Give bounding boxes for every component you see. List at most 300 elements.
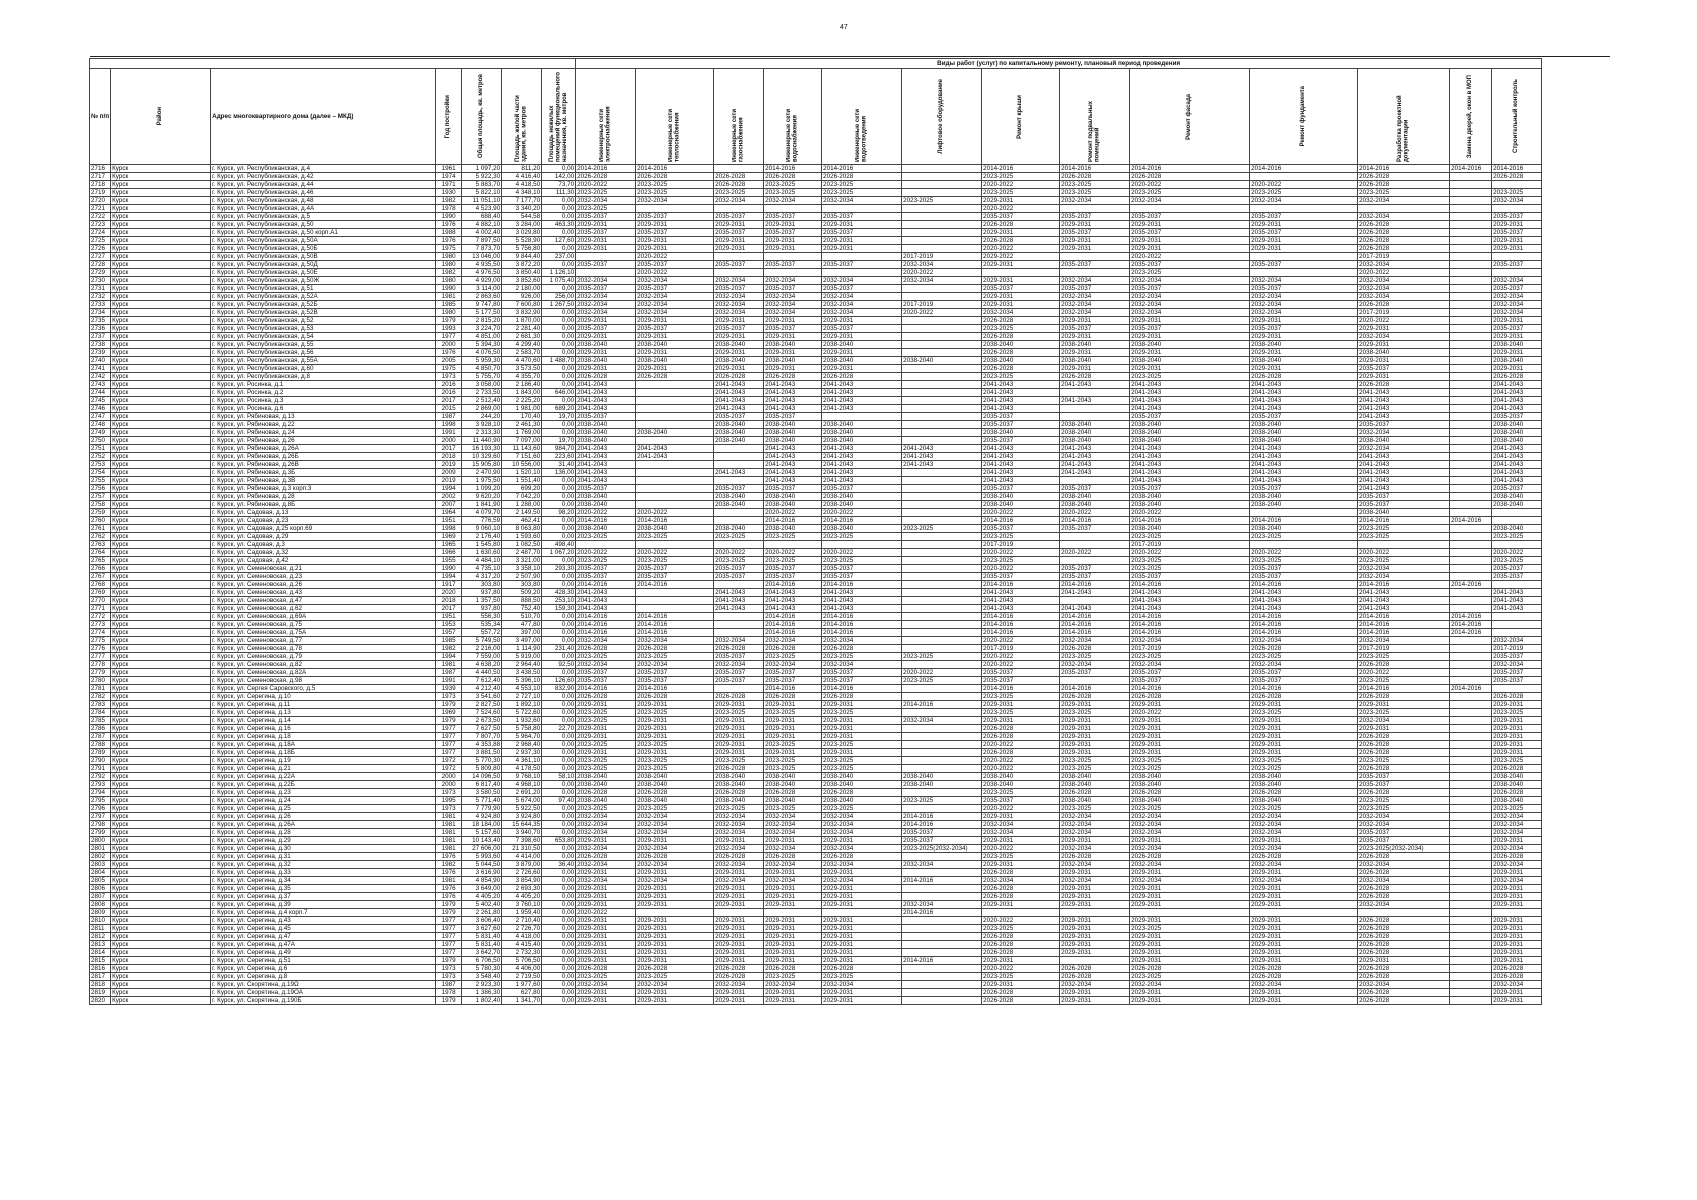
table-cell: 2014-2016 [576, 581, 636, 589]
table-cell [636, 381, 714, 389]
table-cell: 1995 [436, 797, 462, 805]
table-cell: г. Курск, ул. Серегина, д.35 [211, 885, 436, 893]
table-cell: 2032-2034 [822, 829, 902, 837]
table-cell: 2023-2025 [1130, 269, 1250, 277]
table-cell: 2032-2034 [902, 261, 982, 269]
table-cell: 2035-2037 [1250, 485, 1358, 493]
table-cell: 2041-2043 [822, 597, 902, 605]
table-cell: 2026-2028 [982, 333, 1060, 341]
table-cell: 21 310,50 [502, 845, 542, 853]
table-cell: 4 079,70 [462, 509, 502, 517]
table-cell: 2014-2016 [982, 581, 1060, 589]
table-cell [902, 573, 982, 581]
table-cell: 2026-2028 [1358, 221, 1450, 229]
table-cell: 0,00 [542, 933, 576, 941]
table-cell: 2026-2028 [576, 173, 636, 181]
table-cell: 2026-2028 [636, 789, 714, 797]
table-cell [1060, 413, 1130, 421]
table-cell: 2041-2043 [714, 605, 764, 613]
table-cell: 2038-2040 [982, 493, 1060, 501]
table-cell: 2014-2016 [1358, 165, 1450, 173]
table-cell: 2760 [90, 517, 111, 525]
table-cell: 2029-2031 [1250, 933, 1358, 941]
table-cell: 2029-2031 [636, 869, 714, 877]
table-cell [902, 589, 982, 597]
table-cell: 2038-2040 [822, 773, 902, 781]
column-header: Общая площадь, кв. метров [462, 69, 502, 165]
table-cell: 2041-2043 [764, 589, 822, 597]
table-cell: 2 937,30 [502, 749, 542, 757]
table-cell: Курск [111, 773, 211, 781]
table-cell: 1976 [436, 853, 462, 861]
table-row [90, 389, 1542, 397]
table-cell: 2029-2031 [576, 245, 636, 253]
table-cell: 2038-2040 [636, 429, 714, 437]
table-cell: 2029-2031 [1250, 893, 1358, 901]
table-cell: 2791 [90, 765, 111, 773]
table-cell: г. Курск, ул. Садовая, д.32 [211, 549, 436, 557]
table-cell: 2017-2019 [1130, 645, 1250, 653]
table-cell: 2041-2043 [982, 405, 1060, 413]
table-cell: Курск [111, 845, 211, 853]
table-cell [902, 757, 982, 765]
table-cell: 2029-2031 [822, 901, 902, 909]
table-cell [714, 621, 764, 629]
table-cell: 1979 [436, 997, 462, 1005]
table-cell: 2029-2031 [764, 837, 822, 845]
table-row [90, 245, 1542, 253]
table-cell: 2035-2037 [1492, 677, 1542, 685]
table-cell: 2023-2025 [636, 533, 714, 541]
table-cell: 1973 [436, 373, 462, 381]
table-cell: 2785 [90, 717, 111, 725]
table-cell: 1994 [436, 653, 462, 661]
table-cell: 0,00 [542, 909, 576, 917]
table-cell: 2038-2040 [1060, 773, 1130, 781]
table-cell: 1980 [436, 261, 462, 269]
table-row [90, 709, 1542, 717]
table-cell: 2026-2028 [764, 173, 822, 181]
table-cell: Курск [111, 245, 211, 253]
table-row [90, 509, 1542, 517]
table-cell: 2038-2040 [902, 781, 982, 789]
table-cell: 2038-2040 [1492, 525, 1542, 533]
table-cell: г. Курск, ул. Серегина, д.51 [211, 957, 436, 965]
table-cell: Курск [111, 621, 211, 629]
table-cell: 2032-2034 [764, 877, 822, 885]
table-cell: 2026-2028 [1250, 645, 1358, 653]
table-cell: 2725 [90, 237, 111, 245]
table-cell: Курск [111, 789, 211, 797]
table-cell: 2038-2040 [714, 341, 764, 349]
table-cell: 2041-2043 [1250, 389, 1358, 397]
table-cell: 2032-2034 [1060, 661, 1130, 669]
table-cell: 2029-2031 [1492, 725, 1542, 733]
table-cell: 2032-2034 [1358, 901, 1450, 909]
table-cell: г. Курск, ул. Рябиновая, д.22 [211, 421, 436, 429]
table-cell: 2020-2022 [636, 269, 714, 277]
table-cell: 2032-2034 [1130, 661, 1250, 669]
table-cell: 0,00 [542, 709, 576, 717]
table-cell: Курск [111, 853, 211, 861]
table-cell [636, 605, 714, 613]
table-cell: 2023-2025 [982, 189, 1060, 197]
table-cell: 2029-2031 [764, 245, 822, 253]
table-cell: 2032-2034 [576, 301, 636, 309]
table-cell: Курск [111, 725, 211, 733]
table-cell: 2029-2031 [714, 701, 764, 709]
table-cell: 3 058,00 [462, 381, 502, 389]
table-cell: Курск [111, 469, 211, 477]
table-cell: 2026-2028 [1358, 973, 1450, 981]
table-cell: 2029-2031 [1130, 957, 1250, 965]
table-cell: 2032-2034 [822, 877, 902, 885]
table-cell: 2041-2043 [714, 469, 764, 477]
table-cell: 1 386,30 [462, 989, 502, 997]
table-cell: 2038-2040 [576, 341, 636, 349]
table-cell [1450, 933, 1492, 941]
table-cell: 2 583,70 [502, 349, 542, 357]
table-cell: 3 114,00 [462, 285, 502, 293]
table-cell: 2041-2043 [1130, 381, 1250, 389]
table-cell: Курск [111, 885, 211, 893]
table-cell: 2041-2043 [1358, 469, 1450, 477]
table-cell: г. Курск, ул. Серегина, д.19 [211, 757, 436, 765]
table-cell: 2720 [90, 197, 111, 205]
table-cell [1450, 589, 1492, 597]
table-cell: 2032-2034 [1358, 637, 1450, 645]
table-cell: г. Курск, ул. Республиканская, д.52А [211, 293, 436, 301]
table-cell: 2029-2031 [822, 989, 902, 997]
table-cell: 0,00 [542, 621, 576, 629]
table-cell [1450, 285, 1492, 293]
header-row [90, 69, 1542, 165]
table-cell: 2026-2028 [982, 237, 1060, 245]
table-cell: 2035-2037 [764, 565, 822, 573]
table-cell: 2740 [90, 357, 111, 365]
table-cell: г. Курск, ул. Серегина, д.28 [211, 829, 436, 837]
table-cell: 2041-2043 [822, 453, 902, 461]
table-cell: 2023-2025 [764, 189, 822, 197]
table-cell: 2020-2022 [982, 549, 1060, 557]
table-cell: 2038-2040 [1130, 429, 1250, 437]
table-cell: 2020-2022 [636, 509, 714, 517]
table-cell: 3 321,00 [502, 557, 542, 565]
table-cell: 9 844,40 [502, 253, 542, 261]
table-cell: 36,40 [542, 861, 576, 869]
table-cell: Курск [111, 941, 211, 949]
column-header: Инженерные сети газоснабжения [714, 69, 764, 165]
table-cell: 1 892,10 [502, 701, 542, 709]
table-cell: 2032-2034 [636, 829, 714, 837]
table-cell: Курск [111, 501, 211, 509]
table-cell: 2029-2031 [822, 957, 902, 965]
table-cell: 2819 [90, 989, 111, 997]
table-cell: 2029-2031 [1492, 837, 1542, 845]
table-cell: 2032-2034 [1250, 661, 1358, 669]
table-cell: 2038-2040 [576, 773, 636, 781]
table-cell: Курск [111, 509, 211, 517]
table-cell: 0,00 [542, 517, 576, 525]
table-cell: 2038-2040 [1250, 429, 1358, 437]
table-row [90, 621, 1542, 629]
table-cell: 2032-2034 [1358, 197, 1450, 205]
table-cell: 2038-2040 [636, 525, 714, 533]
table-cell: 1966 [436, 549, 462, 557]
table-cell: г. Курск, ул. Серегина, д.34 [211, 877, 436, 885]
table-cell: 4 405,20 [462, 893, 502, 901]
table-cell: 2029-2031 [576, 869, 636, 877]
table-cell: 0,00 [542, 701, 576, 709]
table-cell: 2786 [90, 725, 111, 733]
table-cell: г. Курск, ул. Семеновская, д.26 [211, 581, 436, 589]
table-cell: 544,58 [502, 213, 542, 221]
table-cell: 0,00 [542, 949, 576, 957]
table-cell: 2032-2034 [636, 821, 714, 829]
table-cell: 2032-2034 [1358, 261, 1450, 269]
table-cell: 2723 [90, 221, 111, 229]
table-cell: 2 968,40 [502, 741, 542, 749]
table-cell: 2035-2037 [576, 229, 636, 237]
table-cell: 2029-2031 [1250, 317, 1358, 325]
table-cell: 2026-2028 [822, 173, 902, 181]
table-cell: 2032-2034 [1492, 829, 1542, 837]
table-cell: 3 284,00 [502, 221, 542, 229]
table-cell: 2813 [90, 941, 111, 949]
table-cell: 293,30 [542, 565, 576, 573]
table-cell: Курск [111, 877, 211, 885]
table-cell: 2020-2022 [1358, 549, 1450, 557]
table-cell: 2041-2043 [1358, 589, 1450, 597]
table-cell [1450, 461, 1492, 469]
table-cell: 2026-2028 [1358, 237, 1450, 245]
table-cell: 2041-2043 [1492, 589, 1542, 597]
table-cell: г. Курск, ул. Скорятина, д.190Б [211, 997, 436, 1005]
table-cell: 556,30 [462, 613, 502, 621]
table-cell [1450, 325, 1492, 333]
table-cell [902, 645, 982, 653]
table-cell: 1 114,90 [502, 645, 542, 653]
table-cell: 2770 [90, 597, 111, 605]
table-cell: 2032-2034 [1060, 197, 1130, 205]
table-cell: г. Курск, ул. Семеновская, д.69А [211, 613, 436, 621]
table-cell [1250, 253, 1358, 261]
table-cell: 2029-2031 [636, 989, 714, 997]
table-cell: 2020-2022 [576, 549, 636, 557]
table-cell: г. Курск, ул. Республиканская, д.56 [211, 349, 436, 357]
table-cell: 1964 [436, 509, 462, 517]
table-cell: 0,00 [542, 717, 576, 725]
table-cell: 2029-2031 [982, 229, 1060, 237]
table-cell: 2029-2031 [1060, 837, 1130, 845]
table-cell [902, 429, 982, 437]
table-cell: 2032-2034 [764, 197, 822, 205]
table-cell [576, 253, 636, 261]
table-cell: 2014-2016 [1250, 165, 1358, 173]
table-cell: 2041-2043 [1492, 597, 1542, 605]
table-cell: 2789 [90, 749, 111, 757]
table-cell: 2029-2031 [1130, 837, 1250, 845]
table-cell [902, 853, 982, 861]
table-row [90, 365, 1542, 373]
table-cell: 2014-2016 [902, 813, 982, 821]
table-cell: г. Курск, ул. Республиканская, д.55 [211, 341, 436, 349]
table-cell: 1 959,40 [502, 909, 542, 917]
table-cell: 2035-2037 [1492, 261, 1542, 269]
table-cell: 2038-2040 [1250, 421, 1358, 429]
table-cell: 2032-2034 [1250, 637, 1358, 645]
table-cell: 2751 [90, 445, 111, 453]
table-cell: 2035-2037 [982, 669, 1060, 677]
table-cell: 2023-2025 [1060, 653, 1130, 661]
table-cell: 2041-2043 [902, 445, 982, 453]
table-cell: Курск [111, 741, 211, 749]
table-cell: 159,30 [542, 605, 576, 613]
table-cell: 2023-2025 [1250, 709, 1358, 717]
table-cell: 2014-2016 [1450, 581, 1492, 589]
table-cell: 2023-2025 [982, 853, 1060, 861]
table-cell: 2041-2043 [982, 453, 1060, 461]
table-cell: 7 524,60 [462, 709, 502, 717]
table-row [90, 829, 1542, 837]
table-cell: 3 872,20 [502, 261, 542, 269]
table-cell: Курск [111, 301, 211, 309]
table-cell: 2029-2031 [764, 725, 822, 733]
table-cell: 2756 [90, 485, 111, 493]
table-cell: 2026-2028 [982, 885, 1060, 893]
table-cell: 2026-2028 [1358, 933, 1450, 941]
table-cell: Курск [111, 821, 211, 829]
table-cell: 5 755,70 [462, 373, 502, 381]
table-cell: 4 348,10 [502, 189, 542, 197]
table-cell: 2032-2034 [764, 813, 822, 821]
column-header: Год постройки [436, 69, 462, 165]
table-cell: 2029-2031 [1130, 741, 1250, 749]
table-cell: 2032-2034 [1250, 197, 1358, 205]
table-cell: 2023-2025 [982, 173, 1060, 181]
table-cell [1450, 605, 1492, 613]
table-cell: 2014-2016 [1250, 629, 1358, 637]
table-cell: г. Курск, ул. Серегина, д.39 [211, 901, 436, 909]
table-cell: г. Курск, ул. Серегина, д.16 [211, 725, 436, 733]
table-cell: 2026-2028 [822, 693, 902, 701]
table-cell: 2736 [90, 325, 111, 333]
top-rule [90, 56, 1610, 57]
table-cell: 2029-2031 [822, 749, 902, 757]
table-cell: 2758 [90, 501, 111, 509]
table-cell: 2 681,30 [502, 333, 542, 341]
table-cell: 2032-2034 [636, 877, 714, 885]
table-cell: 2035-2037 [1060, 285, 1130, 293]
table-cell: 2029-2031 [636, 749, 714, 757]
table-cell: 4 414,00 [502, 853, 542, 861]
table-cell: 2029-2031 [1250, 733, 1358, 741]
table-cell [1450, 949, 1492, 957]
table-cell [1450, 725, 1492, 733]
table-cell: 2035-2037 [714, 653, 764, 661]
table-cell: 2 507,90 [502, 573, 542, 581]
table-cell [1358, 909, 1450, 917]
table-row [90, 725, 1542, 733]
table-cell: г. Курск, ул. Республиканская, д.52 [211, 317, 436, 325]
table-cell: 0,00 [542, 877, 576, 885]
table-cell [764, 269, 822, 277]
table-cell: 2029-2031 [1130, 997, 1250, 1005]
table-cell: 2014-2016 [1492, 165, 1542, 173]
table-cell: 2029-2031 [764, 701, 822, 709]
table-cell: 2016 [436, 389, 462, 397]
table-cell: 2035-2037 [714, 565, 764, 573]
table-cell: г. Курск, ул. Серегина, д.18Б [211, 749, 436, 757]
table-cell: 2029-2031 [714, 725, 764, 733]
table-cell: 2020-2022 [1358, 269, 1450, 277]
table-cell: Курск [111, 485, 211, 493]
table-cell: 1 267,50 [542, 301, 576, 309]
table-cell: 2796 [90, 805, 111, 813]
table-cell: 2032-2034 [1358, 861, 1450, 869]
table-cell [636, 477, 714, 485]
table-cell: 2014-2016 [576, 613, 636, 621]
table-cell: 1957 [436, 629, 462, 637]
table-cell: Курск [111, 445, 211, 453]
table-cell: 2743 [90, 381, 111, 389]
table-cell: 4 440,50 [462, 669, 502, 677]
table-cell: 2029-2031 [822, 237, 902, 245]
table-cell: Курск [111, 805, 211, 813]
table-cell: г. Курск, ул. Республиканская, д.50Е [211, 269, 436, 277]
table-cell: 2029-2031 [1250, 869, 1358, 877]
table-cell [1450, 245, 1492, 253]
table-cell [902, 509, 982, 517]
table-cell [1450, 845, 1492, 853]
table-cell: 2029-2031 [1060, 925, 1130, 933]
table-cell: 2023-2025 [822, 533, 902, 541]
table-cell: 2029-2031 [714, 741, 764, 749]
table-cell: Курск [111, 477, 211, 485]
table-cell: 2026-2028 [1358, 789, 1450, 797]
table-cell: 2035-2037 [576, 213, 636, 221]
column-header: Замена дверей, окон в МОП [1450, 69, 1492, 165]
table-cell: 2023-2025 [636, 757, 714, 765]
table-cell [902, 741, 982, 749]
table-cell: 2029-2031 [1060, 901, 1130, 909]
table-cell: 2029-2031 [1130, 949, 1250, 957]
table-cell: 0,00 [542, 557, 576, 565]
table-cell: 2032-2034 [1060, 277, 1130, 285]
table-cell: 2041-2043 [1250, 605, 1358, 613]
table-cell: 2023-2025 [982, 973, 1060, 981]
table-cell [1250, 541, 1358, 549]
table-row [90, 277, 1542, 285]
table-row [90, 213, 1542, 221]
table-cell [1492, 909, 1542, 917]
table-cell: 2029-2031 [1250, 245, 1358, 253]
table-cell: 2038-2040 [1130, 501, 1250, 509]
table-cell: 2029-2031 [1492, 941, 1542, 949]
table-cell: 1990 [436, 213, 462, 221]
table-cell: 2026-2028 [1358, 381, 1450, 389]
table-cell: 2023-2025 [764, 557, 822, 565]
table-row [90, 821, 1542, 829]
table-cell: 2026-2028 [1358, 989, 1450, 997]
table-cell: 2026-2028 [1130, 853, 1250, 861]
table-cell [714, 269, 764, 277]
table-cell: 2029-2031 [822, 997, 902, 1005]
table-cell: 2041-2043 [1130, 589, 1250, 597]
table-cell: 2020-2022 [1358, 317, 1450, 325]
table-cell: 2811 [90, 925, 111, 933]
table-cell [1450, 669, 1492, 677]
